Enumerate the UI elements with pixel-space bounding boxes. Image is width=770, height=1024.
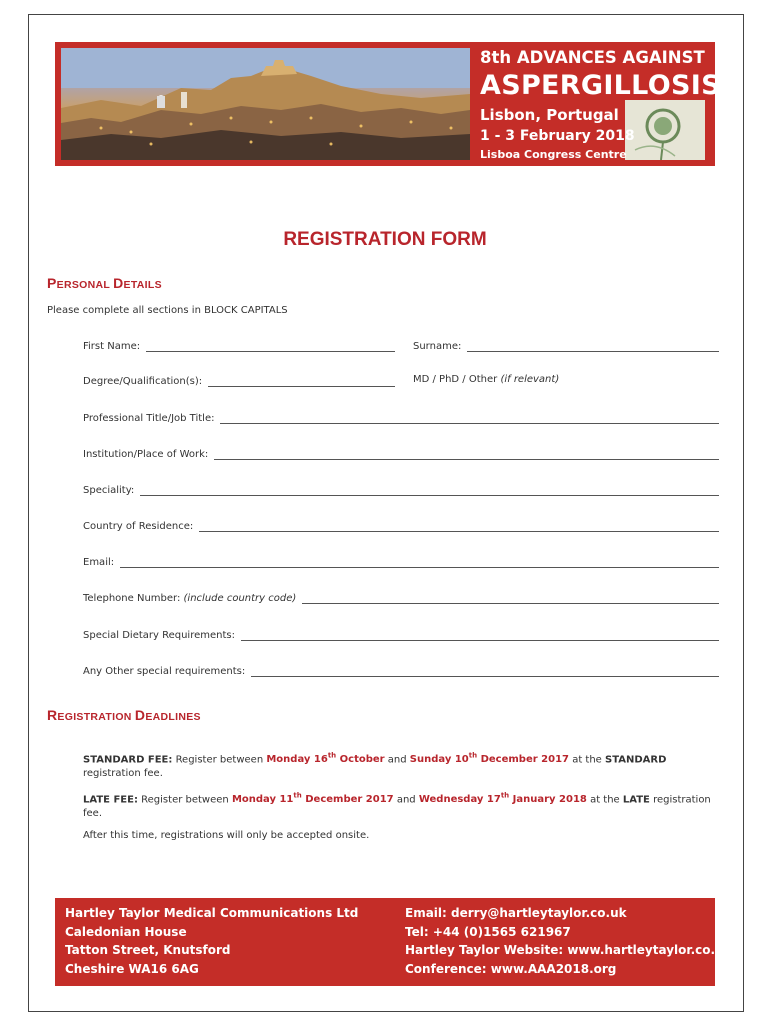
speciality-label: Speciality: (83, 485, 135, 496)
banner-location: Lisbon, Portugal (480, 106, 619, 124)
footer-address-1: Caledonian House (65, 924, 187, 939)
page-title: REGISTRATION FORM (283, 229, 487, 250)
footer-company: Hartley Taylor Medical Communications Ltd (65, 906, 359, 920)
lisbon-city-photo (61, 48, 470, 160)
microscope-image (625, 100, 705, 160)
speciality-input-line[interactable] (140, 485, 719, 496)
first-name-label: First Name: (83, 341, 141, 352)
speciality-field[interactable] (83, 482, 719, 496)
degree-label: Degree/Qualification(s): (83, 376, 203, 387)
footer-conference[interactable]: Conference: www.AAA2018.org (405, 961, 617, 976)
degree-field[interactable] (83, 373, 395, 387)
late-fee-text: LATE FEE: Register between Monday 11th December 2017 and Wednesday 17th January 2018 at the LATE registration fee. (83, 792, 711, 820)
email-input-line[interactable] (120, 557, 719, 568)
telephone-label: Telephone Number: (include country code) (83, 593, 297, 604)
standard-fee-text: STANDARD FEE: Register between Monday 16th October and Sunday 10th December 2017 at the STANDARD registration fee. (83, 752, 667, 780)
surname-label: Surname: (413, 341, 462, 352)
footer-address (65, 904, 358, 978)
footer-contacts (405, 904, 732, 978)
institution-input-line[interactable] (214, 449, 719, 460)
dietary-label: Special Dietary Requirements: (83, 630, 235, 641)
other-requirements-label: Any Other special requirements: (83, 666, 246, 677)
country-input-line[interactable] (199, 521, 719, 532)
telephone-field[interactable] (83, 590, 719, 604)
first-name-input-line[interactable] (146, 341, 395, 352)
email-field[interactable] (83, 554, 719, 568)
first-name-field[interactable] (83, 338, 395, 352)
banner-dates: 1 - 3 February 2018 (480, 128, 635, 144)
contact-footer (55, 898, 732, 986)
country-field[interactable] (83, 518, 719, 532)
telephone-input-line[interactable] (302, 593, 719, 604)
event-banner (55, 42, 721, 166)
registration-deadlines-heading: REGISTRATION DEADLINES (47, 707, 201, 723)
footer-website[interactable]: Hartley Taylor Website: www.hartleytaylor.co.uk (405, 943, 732, 957)
country-label: Country of Residence: (83, 521, 194, 532)
footer-tel: Tel: +44 (0)1565 621967 (405, 924, 571, 939)
job-title-label: Professional Title/Job Title: (83, 413, 215, 424)
institution-field[interactable] (83, 446, 719, 460)
banner-line-2: ASPERGILLOSIS (480, 70, 721, 101)
institution-label: Institution/Place of Work: (83, 449, 209, 460)
banner-venue: Lisboa Congress Centre (480, 148, 627, 161)
degree-input-line[interactable] (208, 376, 395, 387)
banner-line-1: 8th ADVANCES AGAINST (480, 48, 705, 67)
job-title-input-line[interactable] (220, 413, 719, 424)
surname-field[interactable] (413, 338, 719, 352)
md-options[interactable]: MD / PhD / Other (if relevant) (413, 374, 560, 385)
email-label: Email: (83, 557, 115, 568)
other-requirements-field[interactable] (83, 663, 719, 677)
instruction-text: Please complete all sections in BLOCK CAPITALS (47, 305, 288, 316)
personal-details-heading: PERSONAL DETAILS (47, 275, 162, 291)
surname-input-line[interactable] (467, 341, 719, 352)
dietary-input-line[interactable] (241, 630, 719, 641)
footer-address-2: Tatton Street, Knutsford (65, 943, 231, 957)
other-requirements-input-line[interactable] (251, 666, 719, 677)
footer-address-3: Cheshire WA16 6AG (65, 961, 199, 976)
job-title-field[interactable] (83, 410, 719, 424)
dietary-field[interactable] (83, 627, 719, 641)
after-deadline-text: After this time, registrations will only be accepted onsite. (83, 830, 370, 841)
footer-email[interactable]: Email: derry@hartleytaylor.co.uk (405, 906, 627, 920)
